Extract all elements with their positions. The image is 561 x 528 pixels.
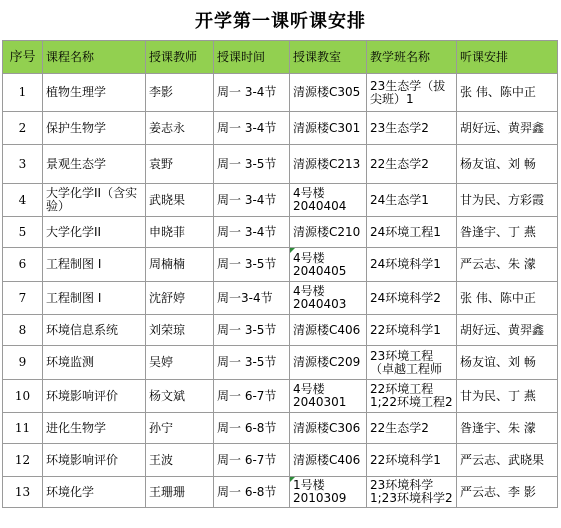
cell-room[interactable]: 清源楼C406 <box>290 315 367 346</box>
table-row <box>3 413 558 444</box>
cell-time[interactable]: 周一 6-7节 <box>214 444 290 477</box>
table-row <box>3 184 558 217</box>
sheet-title: 开学第一课听课安排 <box>195 11 366 32</box>
cell-class[interactable]: 23环境科学 1;23环境科学2 <box>367 477 457 508</box>
cell-observers[interactable]: 张 伟、陈中正 <box>457 74 558 112</box>
cell-index[interactable]: 5 <box>3 217 43 248</box>
cell-time[interactable]: 周一3-4节 <box>214 282 290 315</box>
cell-room[interactable]: 清源楼C213 <box>290 145 367 184</box>
cell-index[interactable]: 6 <box>3 248 43 282</box>
cell-class[interactable]: 22生态学2 <box>367 145 457 184</box>
cell-course[interactable]: 环境信息系统 <box>43 315 146 346</box>
cell-index[interactable]: 8 <box>3 315 43 346</box>
cell-room[interactable]: 清源楼C406 <box>290 444 367 477</box>
header-cell-course[interactable]: 课程名称 <box>43 41 146 74</box>
cell-room[interactable]: 清源楼C301 <box>290 112 367 145</box>
cell-class[interactable]: 22环境科学1 <box>367 444 457 477</box>
cell-time[interactable]: 周一 3-4节 <box>214 184 290 217</box>
header-cell-room[interactable]: 授课教室 <box>290 41 367 74</box>
cell-class[interactable]: 23生态学（拔 尖班）1 <box>367 74 457 112</box>
cell-time[interactable]: 周一 3-5节 <box>214 248 290 282</box>
cell-course[interactable]: 大学化学II（含实 验） <box>43 184 146 217</box>
cell-index[interactable]: 10 <box>3 380 43 413</box>
cell-time[interactable]: 周一 3-5节 <box>214 346 290 380</box>
cell-teacher[interactable]: 刘荣琼 <box>146 315 214 346</box>
cell-teacher[interactable]: 李影 <box>146 74 214 112</box>
cell-index[interactable]: 7 <box>3 282 43 315</box>
cell-teacher[interactable]: 王波 <box>146 444 214 477</box>
cell-teacher[interactable]: 王珊珊 <box>146 477 214 508</box>
cell-class[interactable]: 23生态学2 <box>367 112 457 145</box>
header-cell-class[interactable]: 教学班名称 <box>367 41 457 74</box>
cell-course[interactable]: 环境影响评价 <box>43 380 146 413</box>
cell-course[interactable]: 工程制图 I <box>43 282 146 315</box>
table-row <box>3 346 558 380</box>
cell-course[interactable]: 进化生物学 <box>43 413 146 444</box>
cell-index[interactable]: 11 <box>3 413 43 444</box>
cell-time[interactable]: 周一 6-7节 <box>214 380 290 413</box>
cell-room[interactable]: 清源楼C305 <box>290 74 367 112</box>
cell-class[interactable]: 24环境科学2 <box>367 282 457 315</box>
cell-class[interactable]: 24生态学1 <box>367 184 457 217</box>
cell-index[interactable]: 4 <box>3 184 43 217</box>
cell-room[interactable]: 4号楼2040404 <box>290 184 367 217</box>
cell-teacher[interactable]: 周楠楠 <box>146 248 214 282</box>
cell-class[interactable]: 23环境工程 （卓越工程师 <box>367 346 457 380</box>
cell-teacher[interactable]: 申晓菲 <box>146 217 214 248</box>
cell-course[interactable]: 大学化学II <box>43 217 146 248</box>
table-row <box>3 380 558 413</box>
cell-course[interactable]: 景观生态学 <box>43 145 146 184</box>
table-row <box>3 217 558 248</box>
cell-teacher[interactable]: 袁野 <box>146 145 214 184</box>
table-row <box>3 477 558 508</box>
cell-teacher[interactable]: 孙宁 <box>146 413 214 444</box>
cell-time[interactable]: 周一 6-8节 <box>214 477 290 508</box>
cell-room[interactable]: 1号楼2010309 <box>290 477 367 508</box>
cell-observers[interactable]: 严云志、李 影 <box>457 477 558 508</box>
cell-observers[interactable]: 甘为民、丁 燕 <box>457 380 558 413</box>
cell-room[interactable]: 清源楼C306 <box>290 413 367 444</box>
cell-course[interactable]: 环境监测 <box>43 346 146 380</box>
table-row <box>3 74 558 112</box>
header-cell-time[interactable]: 授课时间 <box>214 41 290 74</box>
cell-time[interactable]: 周一 3-4节 <box>214 217 290 248</box>
cell-class[interactable]: 22环境工程 1;22环境工程2 <box>367 380 457 413</box>
cell-class[interactable]: 24环境工程1 <box>367 217 457 248</box>
table-row <box>3 145 558 184</box>
cell-class[interactable]: 22环境科学1 <box>367 315 457 346</box>
cell-class[interactable]: 24环境科学1 <box>367 248 457 282</box>
table-row <box>3 248 558 282</box>
cell-observers[interactable]: 杨友谊、刘 畅 <box>457 145 558 184</box>
cell-time[interactable]: 周一 3-5节 <box>214 315 290 346</box>
header-cell-observers[interactable]: 听课安排 <box>457 41 558 74</box>
cell-teacher[interactable]: 吴婷 <box>146 346 214 380</box>
cell-course[interactable]: 工程制图 I <box>43 248 146 282</box>
cell-index[interactable]: 3 <box>3 145 43 184</box>
cell-teacher[interactable]: 杨文斌 <box>146 380 214 413</box>
cell-course[interactable]: 环境化学 <box>43 477 146 508</box>
cell-course[interactable]: 环境影响评价 <box>43 444 146 477</box>
cell-room[interactable]: 4号楼2040301 <box>290 380 367 413</box>
cell-course[interactable]: 植物生理学 <box>43 74 146 112</box>
class-schedule-table <box>2 40 558 508</box>
header-row <box>3 41 558 74</box>
cell-teacher[interactable]: 姜志永 <box>146 112 214 145</box>
cell-observers[interactable]: 胡好远、黄羿鑫 <box>457 315 558 346</box>
cell-observers[interactable]: 胡好远、黄羿鑫 <box>457 112 558 145</box>
cell-index[interactable]: 1 <box>3 74 43 112</box>
cell-observers[interactable]: 昝逢宇、丁 燕 <box>457 217 558 248</box>
cell-room[interactable]: 清源楼C209 <box>290 346 367 380</box>
cell-course[interactable]: 保护生物学 <box>43 112 146 145</box>
cell-observers[interactable]: 严云志、朱 濛 <box>457 248 558 282</box>
cell-observers[interactable]: 甘为民、方彩霞 <box>457 184 558 217</box>
cell-room[interactable]: 4号楼2040403 <box>290 282 367 315</box>
cell-teacher[interactable]: 沈舒婷 <box>146 282 214 315</box>
table-row <box>3 444 558 477</box>
cell-index[interactable]: 13 <box>3 477 43 508</box>
cell-index[interactable]: 2 <box>3 112 43 145</box>
cell-teacher[interactable]: 武晓果 <box>146 184 214 217</box>
cell-observers[interactable]: 严云志、武晓果 <box>457 444 558 477</box>
cell-time[interactable]: 周一 3-5节 <box>214 145 290 184</box>
header-cell-index[interactable]: 序号 <box>3 41 43 74</box>
cell-observers[interactable]: 张 伟、陈中正 <box>457 282 558 315</box>
table-row <box>3 112 558 145</box>
table-row <box>3 315 558 346</box>
cell-index[interactable]: 12 <box>3 444 43 477</box>
cell-index[interactable]: 9 <box>3 346 43 380</box>
cell-room[interactable]: 清源楼C210 <box>290 217 367 248</box>
cell-time[interactable]: 周一 3-4节 <box>214 112 290 145</box>
cell-class[interactable]: 22生态学2 <box>367 413 457 444</box>
cell-time[interactable]: 周一 6-8节 <box>214 413 290 444</box>
cell-observers[interactable]: 杨友谊、刘 畅 <box>457 346 558 380</box>
cell-observers[interactable]: 昝逢宇、朱 濛 <box>457 413 558 444</box>
cell-time[interactable]: 周一 3-4节 <box>214 74 290 112</box>
header-cell-teacher[interactable]: 授课教师 <box>146 41 214 74</box>
table-row <box>3 282 558 315</box>
cell-room[interactable]: 4号楼 2040405 <box>290 248 367 282</box>
